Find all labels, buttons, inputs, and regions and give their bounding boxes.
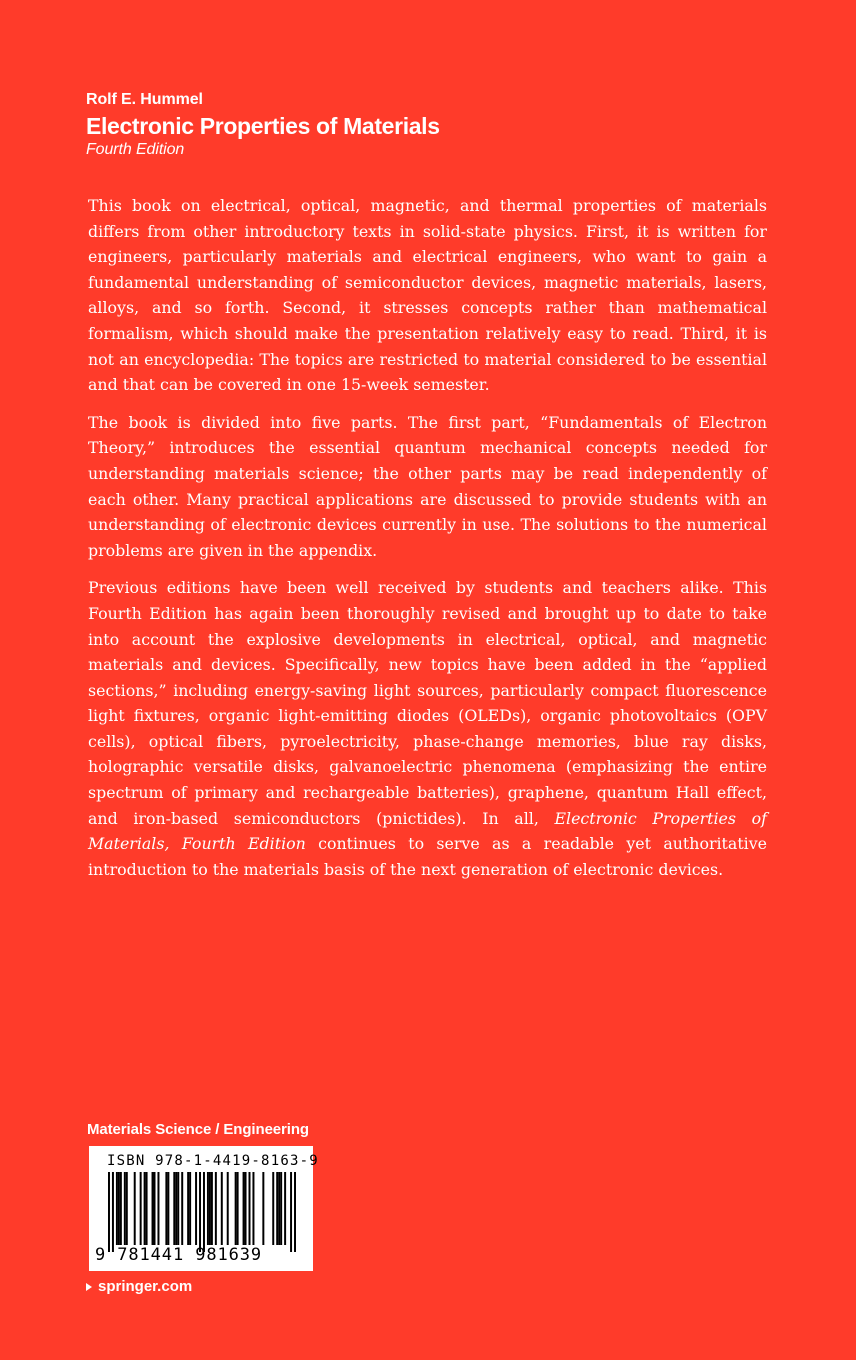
arrow-right-icon (86, 1283, 92, 1291)
barcode-bar (199, 1172, 201, 1252)
publisher-website[interactable] (86, 1278, 192, 1296)
barcode-bar (249, 1172, 251, 1245)
isbn-label: ISBN 978-1-4419-8163-9 (107, 1153, 319, 1169)
barcode-bar (278, 1172, 280, 1245)
barcode-bar (146, 1172, 148, 1245)
barcode-bar (195, 1172, 197, 1245)
website-label: springer.com (98, 1278, 193, 1295)
barcode-bar (276, 1172, 278, 1245)
barcode-bar (294, 1172, 296, 1252)
barcode-bar (203, 1172, 205, 1252)
subject-category: Materials Science / Engineering (87, 1121, 309, 1138)
barcode-bar (112, 1172, 114, 1252)
barcode-bar (245, 1172, 247, 1245)
barcode-bar (165, 1172, 167, 1245)
barcode-bar (177, 1172, 179, 1245)
barcode-bar (124, 1172, 126, 1245)
barcode-bar (243, 1172, 245, 1245)
barcode-bar (116, 1172, 118, 1245)
barcode-bar (290, 1172, 292, 1252)
barcode-bar (144, 1172, 146, 1245)
barcode-bar (227, 1172, 229, 1245)
ean13-barcode (108, 1172, 296, 1252)
blurb-paragraph-2: The book is divided into five parts. The first part, “Fundamentals of Electron Theory,” introduces the essential quantum mechanical concepts needed for understanding materials science; the other parts may be read independently of each other. Many practical applications are discussed to provide students with an understanding of electronic devices currently in use. The solutions to the numerical problems are given in the appendix. (88, 412, 767, 560)
barcode-bar (215, 1172, 217, 1245)
barcode-bar (140, 1172, 142, 1245)
barcode-bar (252, 1172, 254, 1245)
barcode-bar (209, 1172, 211, 1245)
barcode-bar (152, 1172, 154, 1245)
barcode-bar (211, 1172, 213, 1245)
blurb-paragraph-3 (88, 575, 767, 882)
barcode-bar (154, 1172, 156, 1245)
cover-header (86, 91, 440, 159)
barcode-bar (175, 1172, 177, 1245)
barcode-bar (181, 1172, 183, 1245)
barcode-bar (221, 1172, 223, 1245)
barcode-bar (284, 1172, 286, 1245)
barcode-bar (134, 1172, 136, 1245)
author-name: Rolf E. Hummel (86, 91, 203, 108)
barcode-bar (187, 1172, 189, 1245)
barcode-bar (118, 1172, 120, 1245)
barcode-bar (167, 1172, 169, 1245)
blurb-paragraph-1: This book on electrical, optical, magnetic, and thermal properties of materials differs from other introductory texts in solid-state physics. First, it is written for engineers, particularly materials and electrical engineers, who want to gain a fundamental understanding of semiconductor devices, magnetic materials, lasers, alloys, and so forth. Second, it stresses concepts rather than mathematical formalism, which should make the presentation relatively easy to read. Third, it is not an encyclopedia: The topics are restricted to material considered to be essential and that can be covered in one 15-week semester. (88, 196, 767, 395)
barcode-bar (235, 1172, 237, 1245)
book-title: Electronic Properties of Materials (86, 113, 440, 139)
blurb (88, 193, 767, 894)
barcode-bar (108, 1172, 110, 1252)
barcode-bar (207, 1172, 209, 1245)
barcode-bar (237, 1172, 239, 1245)
barcode-digits: 9 781441 981639 (95, 1245, 263, 1265)
barcode-panel (89, 1146, 319, 1271)
blurb-book-reference: Electronic Properties of Materials, Fourth Edition (88, 808, 767, 854)
barcode-bar (157, 1172, 159, 1245)
barcode-bar (120, 1172, 122, 1245)
blurb-paragraph-3-end: continues to serve as a readable yet authoritative introduction to the materials basis of the next generation of electronic devices. (88, 834, 767, 879)
barcode-bar (272, 1172, 274, 1245)
barcode-bar (280, 1172, 282, 1245)
barcode-bar (262, 1172, 264, 1245)
barcode-bar (189, 1172, 191, 1245)
barcode-bar (126, 1172, 128, 1245)
blurb-paragraph-3-start: Previous editions have been well received by students and teachers alike. This Fourth Edition has again been thoroughly revised and brought up to date to take into account the explosive developments in electrical, optical, and magnetic materials and devices. Specifically, new topics have been added in the “applied sections,” including energy-saving light sources, particularly compact fluorescence light fixtures, organic light-emitting diodes (OLEDs), organic photovoltaics (OPV cells), optical fibers, pyroelectricity, phase-change memories, blue ray disks, holographic versatile disks, galvanoelectric phenomena (emphasizing the entire spectrum of primary and rechargeable batteries), graphene, quantum Hall effect, and iron-based semiconductors (pnictides). In all, (88, 578, 767, 828)
barcode-bar (173, 1172, 175, 1245)
edition-label: Fourth Edition (86, 141, 185, 158)
